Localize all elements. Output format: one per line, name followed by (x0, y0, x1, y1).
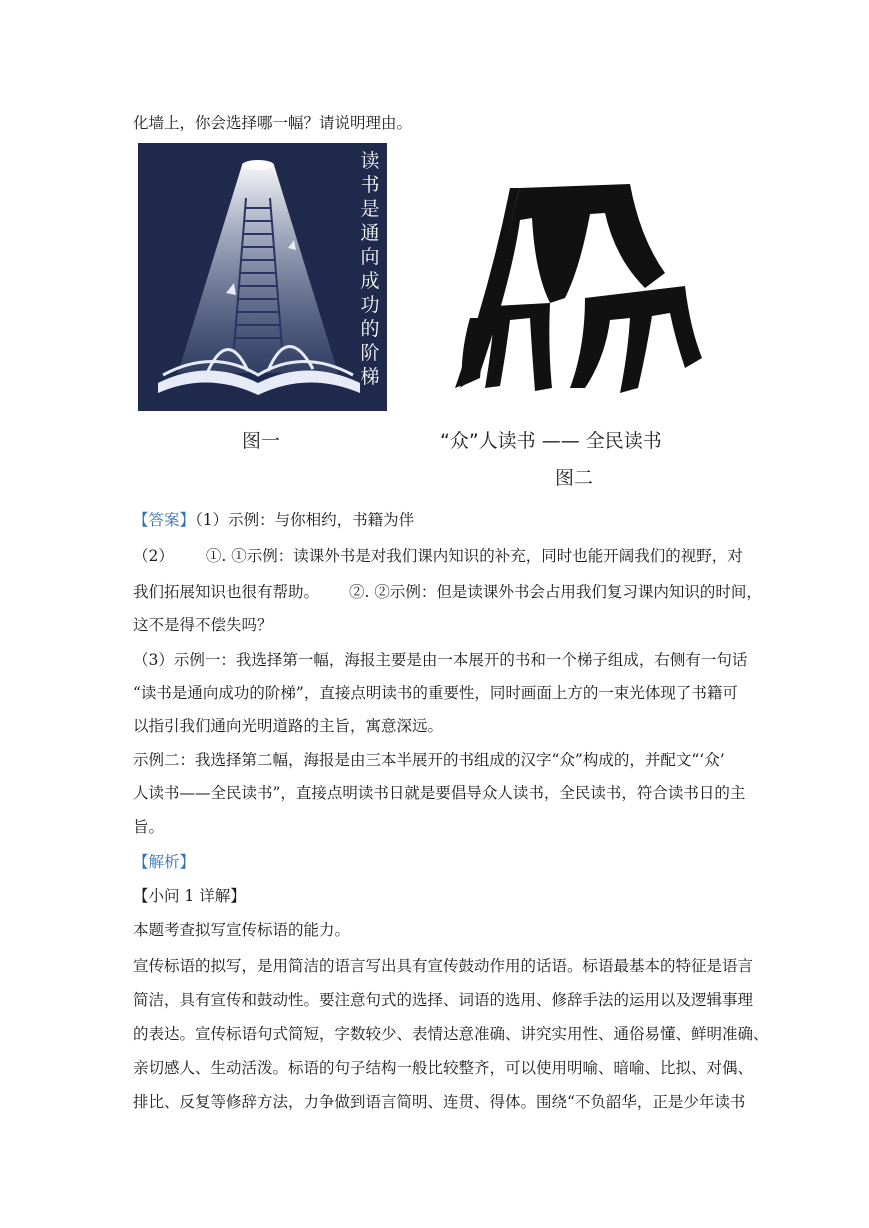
analysis-paragraph-2-line-3: 的表达。宣传标语句式简短，字数较少、表情达意准确、讲究实用性、通俗易懂、鲜明准确、 (133, 1025, 769, 1043)
analysis-paragraph-2-line-1: 宣传标语的拟写，是用简洁的语言写出具有宣传鼓动作用的话语。标语最基本的特征是语言 (133, 957, 754, 975)
analysis-paragraph-1: 本题考查拟写宣传标语的能力。 (133, 921, 351, 939)
answer-q3-line-1: （3）示例一：我选择第一幅，海报主要是由一本展开的书和一个梯子组成，右侧有一句话 (133, 651, 748, 669)
answer-label: 【答案】 (133, 511, 196, 529)
answer-q2-number: （2） (133, 547, 174, 565)
poster-figure-2 (440, 178, 720, 418)
poster-char: 成 (360, 270, 380, 292)
figure-2-caption-title: “众”人读书 —— 全民读书 (440, 430, 662, 452)
poster-char: 是 (360, 198, 380, 220)
answer-q2-part-b: ②. ②示例：但是读课外书会占用我们复习课内知识的时间， (349, 583, 762, 601)
figure-1-caption: 图一 (242, 430, 281, 452)
poster-char: 书 (360, 174, 380, 196)
poster-char: 向 (360, 246, 380, 268)
analysis-paragraph-2-line-5: 排比、反复等修辞方法，力争做到语言简明、连贯、得体。围绕“不负韶华，正是少年读书 (133, 1093, 746, 1111)
poster-char: 梯 (360, 366, 380, 388)
answer-q2-line (133, 546, 743, 566)
answer-q3-line-3: 以指引我们通向光明道路的主旨，寓意深远。 (133, 717, 444, 735)
answer-q2-part-a-cont: 我们拓展知识也很有帮助。 (133, 583, 320, 601)
analysis-paragraph-2-line-4: 亲切感人、生动活泼。标语的句子结构一般比较整齐，可以使用明喻、暗喻、比拟、对偶、 (133, 1059, 754, 1077)
answer-q1: （1）示例：与你相约，书籍为伴 (195, 511, 415, 529)
answer-q1-line (133, 510, 414, 530)
poster-char: 读 (360, 150, 380, 172)
answer-example2-line-1: 示例二：我选择第二幅，海报是由三本半展开的书组成的汉字“众”构成的，并配文“‘众’ (133, 751, 725, 769)
top-line: 化墙上，你会选择哪一幅？请说明理由。 (133, 114, 413, 132)
answer-q2-part-a: ①. ①示例：读课外书是对我们课内知识的补充，同时也能开阔我们的视野，对 (205, 547, 743, 565)
figure-2-caption: 图二 (555, 467, 594, 489)
poster-figure-1 (138, 143, 387, 411)
answer-example2-line-2: 人读书——全民读书”，直接点明读书日就是要倡导众人读书，全民读书，符合读书日的主 (133, 784, 746, 802)
answer-q3-line-2: “读书是通向成功的阶梯”，直接点明读书的重要性，同时画面上方的一束光体现了书籍可 (133, 684, 738, 702)
poster-char: 功 (360, 294, 380, 316)
answer-example2-line-3: 旨。 (133, 818, 165, 836)
poster-char: 的 (360, 318, 380, 340)
answer-q2-line-3: 这不是得不偿失吗？ (133, 616, 273, 634)
analysis-label: 【解析】 (133, 853, 196, 871)
answer-q2-line-2 (133, 582, 762, 602)
poster-char: 通 (360, 222, 380, 244)
poster-char: 阶 (360, 342, 380, 364)
analysis-paragraph-2-line-2: 简洁，具有宣传和鼓动性。要注意句式的选择、词语的选用、修辞手法的运用以及逻辑事理 (133, 991, 754, 1009)
analysis-subheading: 【小问 1 详解】 (133, 887, 246, 905)
